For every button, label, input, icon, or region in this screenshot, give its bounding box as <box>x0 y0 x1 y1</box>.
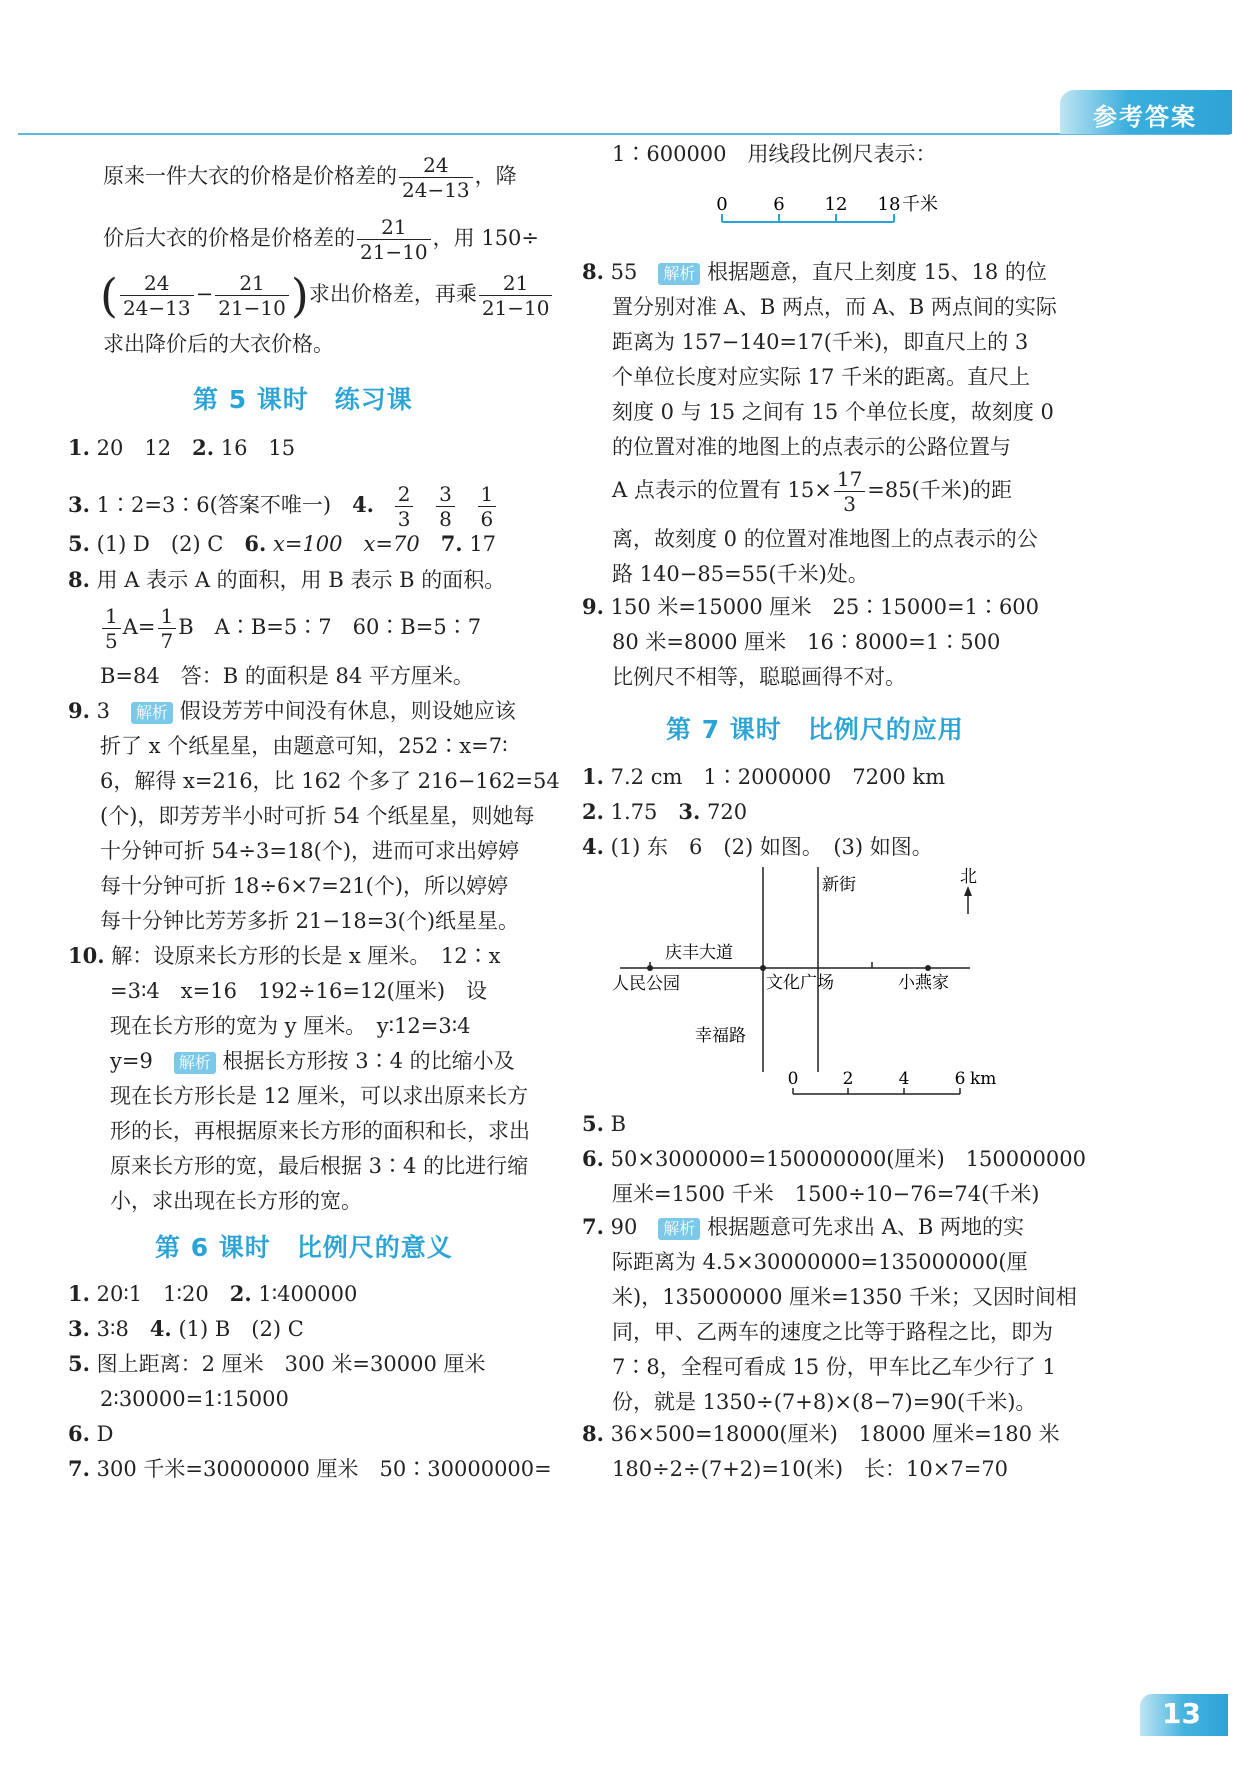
section-title-6: 第 6 课时 比例尺的意义 <box>155 1233 453 1262</box>
r-s7-q7-line-3: 米)，135000000 厘米=1350 千米；又因时间相 <box>612 1285 1077 1309</box>
r-q9-line-2: 80 米=8000 厘米 16∶8000=1∶500 <box>612 630 1001 654</box>
map-figure <box>600 862 1020 1112</box>
r-s7-q7-line-4: 同，甲、乙两车的速度之比等于路程之比，即为 <box>612 1320 1053 1344</box>
r-q9-line-3: 比例尺不相等，聪聪画得不对。 <box>612 665 906 689</box>
map-scale-tick: 0 <box>787 1069 799 1089</box>
section-title-7: 第 7 课时 比例尺的应用 <box>666 715 964 744</box>
s5-q9-line-7: 每十分钟比芳芳多折 21−18=3(个)纸星星。 <box>100 909 520 933</box>
s5-q10-line-5: 现在长方形长是 12 厘米，可以求出原来长方 <box>110 1084 529 1108</box>
r-q9-line-1: 9. 150 米=15000 厘米 25∶15000=1∶600 <box>582 594 1040 619</box>
r-s7-q8-line-1: 8. 36×500=18000(厘米) 18000 厘米=180 米 <box>582 1421 1060 1446</box>
north-label: 北 <box>960 867 977 887</box>
r-q8-line-4: 个单位长度对应实际 17 千米的距离。直尺上 <box>612 365 1031 389</box>
qingfeng-label: 庆丰大道 <box>665 943 733 963</box>
xiaoyan-home-dot <box>925 965 931 971</box>
s6-line-3: 5. 图上距离：2 厘米 300 米=30000 厘米 <box>68 1351 486 1376</box>
analysis-badge: 解析 <box>658 1218 700 1240</box>
s5-q9-line-1: 9. 3 解析 假设芳芳中间没有休息，则设她应该 <box>68 698 516 723</box>
intro-line-2: 价后大衣的价格是价格差的 $\frac{21}{21-10}$ ，用 150÷ <box>103 215 540 264</box>
r-q8-line-9: 路 140−85=55(千米)处。 <box>612 562 869 586</box>
r-q8-line-3: 距离为 157−140=17(千米)，即直尺上的 3 <box>612 330 1029 354</box>
r-top-line: 1∶600000 用线段比例尺表示： <box>612 142 937 166</box>
r-q8-line-8: 离，故刻度 0 的位置对准地图上的点表示的公 <box>612 527 1038 551</box>
s6-line-6: 7. 300 千米=30000000 厘米 50∶30000000= <box>68 1456 552 1481</box>
fraction: $\frac{24}{24-13}$ <box>120 271 194 320</box>
s5-q10-line-4: y=9 解析 根据长方形按 3∶4 的比缩小及 <box>110 1049 515 1073</box>
s5-q9-line-5: 十分钟可折 54÷3=18(个)，进而可求出婷婷 <box>100 839 520 863</box>
s5-q9-line-2: 折了 x 个纸星星，由题意可知，252∶x=7∶ <box>100 734 508 758</box>
r-s7-q5: 5. B <box>582 1111 627 1136</box>
r-s7-q7-line-2: 际距离为 4.5×30000000=135000000(厘 <box>612 1250 1028 1274</box>
s6-line-4: 2∶30000=1∶15000 <box>100 1387 289 1411</box>
scale-tick-label: 6 <box>773 194 785 215</box>
s5-line-1: 1. 20 12 2. 16 15 <box>68 435 296 460</box>
scale-unit-label: 千米 <box>902 194 938 215</box>
intro-line-1: 原来一件大衣的价格是价格差的 $\frac{24}{24-13}$ ，降 <box>103 153 517 202</box>
s5-q9-line-6: 每十分钟可折 18÷6×7=21(个)，所以婷婷 <box>100 874 509 898</box>
s5-q10-line-3: 现在长方形的宽为 y 厘米。 y∶12=3∶4 <box>110 1014 471 1038</box>
s5-line-2: 3. 1∶2=3∶6(答案不唯一) 4. $\frac{2}{3}$ $\frac{3}{8}$ $\frac{1}{6}$ <box>68 478 498 532</box>
map-scale-tick: 2 <box>842 1069 854 1089</box>
north-arrow-icon <box>964 886 972 896</box>
scale-tick-label: 18 <box>877 194 901 215</box>
r-s7-q6-line-1: 6. 50×3000000=150000000(厘米) 150000000 <box>582 1146 1086 1171</box>
s5-q10-line-2: =3∶4 x=16 192÷16=12(厘米) 设 <box>110 979 488 1003</box>
fraction: $\frac{21}{21-10}$ <box>215 271 289 320</box>
s5-line-3: 5. (1) D (2) C 6. x=100 x=70 7. 17 <box>68 531 497 556</box>
r-q8-line-5: 刻度 0 与 15 之间有 15 个单位长度，故刻度 0 <box>612 400 1054 424</box>
s5-line-6: B=84 答：B 的面积是 84 平方厘米。 <box>100 664 474 688</box>
r-q8-line-1: 8. 55 解析 根据题意，直尺上刻度 15、18 的位 <box>582 259 1047 284</box>
analysis-badge: 解析 <box>658 263 700 285</box>
intro-line-4: 求出降价后的大衣价格。 <box>103 332 334 356</box>
map-scale-unit: km <box>970 1069 997 1089</box>
r-s7-line-3: 4. (1) 东 6 (2) 如图。 (3) 如图。 <box>582 834 933 859</box>
r-q8-line-6: 的位置对准的地图上的点表示的公路位置与 <box>612 435 1011 459</box>
r-s7-line-2: 2. 1.75 3. 720 <box>582 799 748 824</box>
page-number: 13 <box>1162 1697 1201 1730</box>
r-q8-line-7: A 点表示的位置有 15× $\frac{17}{3}$ =85(千米)的距 <box>612 467 1012 516</box>
analysis-badge: 解析 <box>174 1052 216 1074</box>
fraction: $\frac{21}{21-10}$ <box>357 215 431 264</box>
map-scale-tick: 6 <box>954 1069 966 1089</box>
r-s7-q6-line-2: 厘米=1500 千米 1500÷10−76=74(千米) <box>612 1182 1040 1206</box>
s5-q9-line-3: 6，解得 x=216，比 162 个多了 216−162=54 <box>100 769 560 793</box>
s6-line-2: 3. 3∶8 4. (1) B (2) C <box>68 1316 304 1341</box>
renmin-park-dot <box>647 965 653 971</box>
r-s7-q8-line-2: 180÷2÷(7+2)=10(米) 长：10×7=70 <box>612 1457 1009 1481</box>
map-scale-tick: 4 <box>898 1069 910 1089</box>
s5-q10-line-1: 10. 解：设原来长方形的长是 x 厘米。 12∶x <box>68 943 501 968</box>
r-s7-q7-line-1: 7. 90 解析 根据题意可先求出 A、B 两地的实 <box>582 1214 1025 1239</box>
renmin-label: 人民公园 <box>612 974 680 994</box>
fraction: $\frac{24}{24-13}$ <box>399 153 473 202</box>
scale-bar-1 <box>700 190 960 250</box>
section-title-5: 第 5 课时 练习课 <box>193 385 413 414</box>
s5-q10-line-7: 原来长方形的宽，最后根据 3∶4 的比进行缩 <box>110 1154 529 1178</box>
xingfu-label: 幸福路 <box>695 1026 746 1046</box>
header-rule <box>18 133 1230 135</box>
r-s7-q7-line-6: 份，就是 1350÷(7+8)×(8−7)=90(千米)。 <box>612 1390 1037 1414</box>
s5-q9-line-4: (个)，即芳芳半小时可折 54 个纸星星，则她每 <box>100 804 535 828</box>
culture-square-dot <box>760 965 766 971</box>
r-s7-q7-line-5: 7∶8，全程可看成 15 份，甲车比乙车少行了 1 <box>612 1355 1056 1379</box>
s6-line-5: 6. D <box>68 1421 114 1446</box>
xiaoyan-label: 小燕家 <box>898 973 949 993</box>
r-s7-line-1: 1. 7.2 cm 1∶2000000 7200 km <box>582 764 946 789</box>
scale-tick-label: 0 <box>716 194 728 215</box>
wenhua-label: 文化广场 <box>766 973 834 993</box>
s6-line-1: 1. 20∶1 1∶20 2. 1∶400000 <box>68 1281 358 1306</box>
s5-q10-line-6: 形的长，再根据原来长方形的面积和长，求出 <box>110 1119 530 1143</box>
s5-q10-line-8: 小，求出现在长方形的宽。 <box>110 1189 362 1213</box>
s5-line-5: $\frac{1}{5}$ A= $\frac{1}{7}$ B A∶B=5∶7 60∶B=5∶7 <box>100 600 481 654</box>
header-label: 参考答案 <box>1093 103 1197 131</box>
analysis-badge: 解析 <box>131 702 173 724</box>
scale-tick-label: 12 <box>824 194 848 215</box>
r-q8-line-2: 置分别对准 A、B 两点，而 A、B 两点间的实际 <box>612 295 1057 319</box>
s5-line-4: 8. 用 A 表示 A 的面积，用 B 表示 B 的面积。 <box>68 567 506 592</box>
intro-line-3: ( $\frac{24}{24-13}$ − $\frac{21}{21-10}$ )求出价格差，再乘 $\frac{21}{21-10}$ <box>100 268 554 320</box>
xinjie-label: 新街 <box>822 875 856 895</box>
intro-text: 原来一件大衣的价格是价格差的 <box>103 164 397 188</box>
fraction: $\frac{21}{21-10}$ <box>479 271 553 320</box>
